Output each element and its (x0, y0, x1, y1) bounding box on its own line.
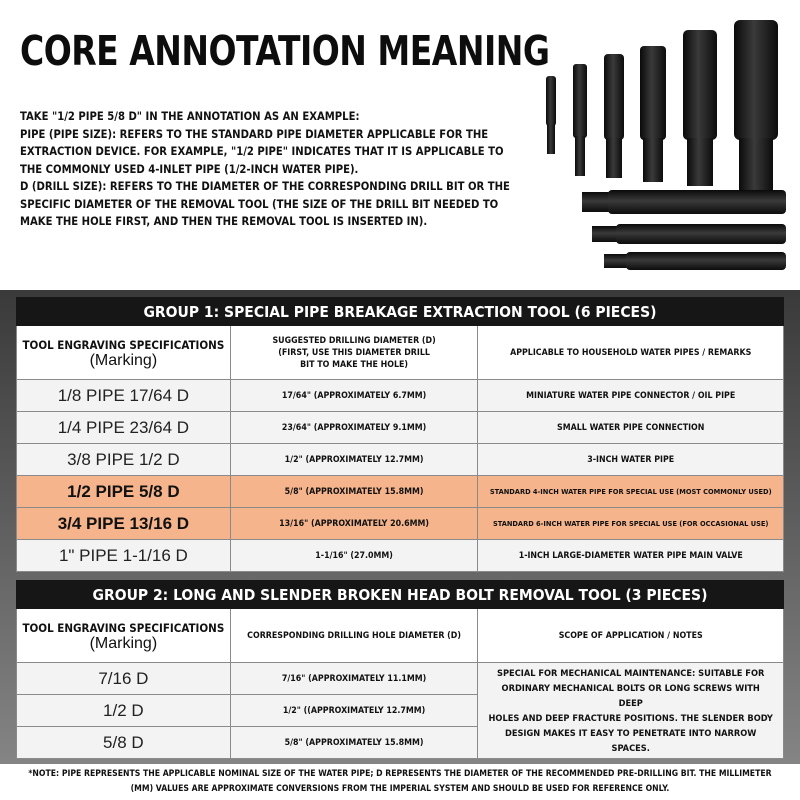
footnote-line: (MM) VALUES ARE APPROXIMATE CONVERSIONS FROM THE IMPERIAL SYSTEM AND SHOULD BE USED FOR REFERENCE ONLY. (130, 784, 670, 794)
col-heading-line: SUGGESTED DRILLING DIAMETER (D) (272, 335, 436, 346)
col-heading-line: BIT TO MAKE THE HOLE) (300, 359, 409, 370)
remark-cell: STANDARD 6-INCH WATER PIPE FOR SPECIAL USE (FOR OCCASIONAL USE) (478, 508, 784, 540)
col-heading-sub: (Marking) (89, 634, 158, 652)
scope-line: ORDINARY MECHANICAL BOLTS OR LONG SCREWS WITH DEEP (501, 682, 760, 709)
extractor-tool-1 (546, 76, 556, 154)
table-row (17, 444, 784, 476)
extractor-tool-4 (640, 46, 666, 182)
remark-cell: MINIATURE WATER PIPE CONNECTOR / OIL PIPE (478, 380, 784, 412)
group2-title: GROUP 2: LONG AND SLENDER BROKEN HEAD BOLT REMOVAL TOOL (3 PIECES) (17, 581, 784, 609)
marking-cell: 5/8 D (17, 727, 231, 759)
drill-cell: 5/8" (APPROXIMATELY 15.8MM) (230, 727, 478, 759)
marking-cell: 3/8 PIPE 1/2 D (17, 444, 231, 476)
intro-line: D (DRILL SIZE): REFERS TO THE DIAMETER OF THE CORRESPONDING DRILL BIT OR THE (20, 180, 510, 193)
scope-line: DESIGN MAKES IT EASY TO PENETRATE INTO NARROW SPACES. (504, 727, 757, 754)
group2-col-drill: CORRESPONDING DRILLING HOLE DIAMETER (D) (230, 609, 478, 663)
intro-line: SPECIFIC DIAMETER OF THE REMOVAL TOOL (THE SIZE OF THE DRILL BIT NEEDED TO (20, 197, 499, 211)
intro-line: EXTRACTION DEVICE. FOR EXAMPLE, "1/2 PIPE" INDICATES THAT IT IS APPLICABLE TO (20, 145, 504, 158)
drill-cell: 17/64" (APPROXIMATELY 6.7MM) (230, 380, 478, 412)
scope-line: HOLES AND DEEP FRACTURE POSITIONS. THE SLENDER BODY (488, 712, 773, 724)
drill-cell: 1/2" (APPROXIMATELY 12.7MM) (230, 444, 478, 476)
col-heading-sub: (Marking) (89, 351, 158, 369)
group1-title: GROUP 1: SPECIAL PIPE BREAKAGE EXTRACTION TOOL (6 PIECES) (17, 298, 784, 326)
group1-col-drill (230, 326, 478, 380)
footnote-line: *NOTE: PIPE REPRESENTS THE APPLICABLE NOMINAL SIZE OF THE WATER PIPE; D REPRESENTS THE DIAMETER OF THE RECOMMENDED PRE-DRILLING BIT. THE MILLIMETER (28, 769, 772, 779)
intro-section (0, 0, 800, 290)
group2-col-marking (17, 609, 231, 663)
drill-cell: 5/8" (APPROXIMATELY 15.8MM) (230, 476, 478, 508)
remark-cell: 1-INCH LARGE-DIAMETER WATER PIPE MAIN VALVE (478, 540, 784, 572)
bolt-remover-tool-2 (592, 224, 786, 244)
remark-cell: STANDARD 4-INCH WATER PIPE FOR SPECIAL USE (MOST COMMONLY USED) (478, 476, 784, 508)
table-row-highlighted (17, 508, 784, 540)
drill-cell: 13/16" (APPROXIMATELY 20.6MM) (230, 508, 478, 540)
marking-cell: 1" PIPE 1-1/16 D (17, 540, 231, 572)
intro-line: TAKE "1/2 PIPE 5/8 D" IN THE ANNOTATION AS AN EXAMPLE: (20, 110, 360, 123)
group2-table (16, 580, 784, 759)
drill-cell: 23/64" (APPROXIMATELY 9.1MM) (230, 412, 478, 444)
extractor-tool-5 (683, 30, 717, 186)
bolt-remover-tool-3 (604, 252, 786, 270)
page-title: CORE ANNOTATION MEANING (20, 26, 550, 75)
marking-cell: 1/8 PIPE 17/64 D (17, 380, 231, 412)
tool-set-illustration (540, 16, 790, 281)
marking-cell: 1/2 D (17, 695, 231, 727)
group1-col-marking (17, 326, 231, 380)
table-row (17, 540, 784, 572)
intro-line: MAKE THE HOLE FIRST, AND THEN THE REMOVAL TOOL IS INSERTED IN). (20, 215, 428, 228)
intro-line: THE COMMONLY USED 4-INLET PIPE (1/2-INCH WATER PIPE). (20, 162, 359, 176)
table-row-highlighted (17, 476, 784, 508)
col-heading-text: TOOL ENGRAVING SPECIFICATIONS (22, 620, 225, 635)
scope-cell (478, 663, 784, 759)
marking-cell: 7/16 D (17, 663, 231, 695)
marking-cell: 3/4 PIPE 13/16 D (17, 508, 231, 540)
remark-cell: SMALL WATER PIPE CONNECTION (478, 412, 784, 444)
table-row (17, 380, 784, 412)
scope-line: SPECIAL FOR MECHANICAL MAINTENANCE: SUITABLE FOR (497, 667, 765, 679)
extractor-tool-3 (604, 54, 624, 178)
footnote (0, 764, 800, 800)
marking-cell: 1/2 PIPE 5/8 D (17, 476, 231, 508)
intro-line: PIPE (PIPE SIZE): REFERS TO THE STANDARD PIPE DIAMETER APPLICABLE FOR THE (20, 127, 489, 141)
intro-text (20, 108, 540, 231)
col-heading-line: (FIRST, USE THIS DIAMETER DRILL (278, 347, 430, 358)
group1-col-remarks: APPLICABLE TO HOUSEHOLD WATER PIPES / REMARKS (478, 326, 784, 380)
marking-cell: 1/4 PIPE 23/64 D (17, 412, 231, 444)
bolt-remover-tool-1 (582, 190, 786, 214)
col-heading-text: TOOL ENGRAVING SPECIFICATIONS (22, 337, 225, 352)
drill-cell: 7/16" (APPROXIMATELY 11.1MM) (230, 663, 478, 695)
extractor-tool-2 (573, 64, 587, 176)
group1-table (16, 297, 784, 572)
group2-col-scope: SCOPE OF APPLICATION / NOTES (478, 609, 784, 663)
drill-cell: 1-1/16" (27.0MM) (230, 540, 478, 572)
extractor-tool-6 (734, 20, 778, 192)
drill-cell: 1/2" ((APPROXIMATELY 12.7MM) (230, 695, 478, 727)
remark-cell: 3-INCH WATER PIPE (478, 444, 784, 476)
table-row (17, 412, 784, 444)
table-row (17, 663, 784, 695)
